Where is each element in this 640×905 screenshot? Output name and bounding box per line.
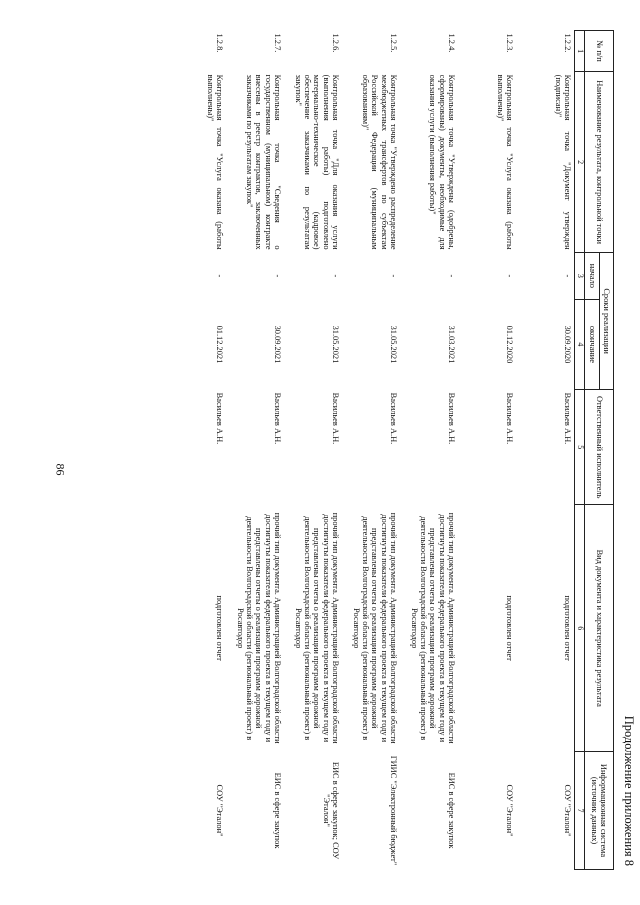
row-document: подготовлен отчет [215, 595, 225, 661]
row-responsible: Васильев А.Н. [331, 392, 341, 445]
row-name: Контрольная точка "Услуга оказана (работы выполнены)" [205, 74, 225, 250]
row-num: 1.2.4. [447, 33, 457, 53]
column-number: 7 [575, 752, 585, 870]
column-number: 6 [575, 505, 585, 752]
header-system: Информационная система (источник данных) [585, 752, 614, 870]
row-document: прочий тип документа. Администрацией Волгоградской области достигнуты показатели федерального проекта в текущем году и представлены отчеты о реализации программ дорожной деятельности Волгоградской области (региональный проект) в Росавтодор [409, 512, 457, 744]
header-terms: Сроки реализации [599, 253, 613, 390]
row-responsible: Васильев А.Н. [563, 392, 573, 445]
row-start: - [215, 274, 225, 278]
row-start: - [563, 274, 573, 278]
header-name: Наименование результата, контрольной точки [585, 72, 614, 253]
results-table [168, 30, 614, 870]
row-num: 1.2.2. [563, 33, 573, 53]
row-start: - [447, 274, 457, 278]
row-start: - [331, 274, 341, 278]
table-row [400, 31, 458, 870]
row-end: 31.05.2021 [331, 325, 341, 364]
row-responsible: Васильев А.Н. [447, 392, 457, 445]
row-num: 1.2.7. [273, 33, 283, 53]
rotated-page-content [112, 30, 636, 870]
row-num: 1.2.5. [389, 33, 399, 53]
column-number: 1 [575, 31, 585, 72]
row-name: Контрольная точка "Документ утвержден (подписан)" [553, 74, 573, 250]
row-responsible: Васильев А.Н. [215, 392, 225, 445]
row-start: - [389, 274, 399, 278]
row-responsible: Васильев А.Н. [273, 392, 283, 445]
table-row [168, 31, 226, 870]
column-number: 3 [575, 253, 585, 300]
row-end: 30.09.2020 [563, 325, 573, 364]
page-number: 86 [53, 463, 68, 476]
row-num: 1.2.6. [331, 33, 341, 53]
table-row [516, 31, 575, 870]
row-end: 31.03.2021 [447, 325, 457, 364]
table-row [226, 31, 284, 870]
row-name: Контрольная точка "Утверждены (одобрены, сформированы) документы, необходимые для оказания услуги (выполнения работы)" [428, 74, 457, 250]
row-num: 1.2.3. [505, 33, 515, 53]
table-row [458, 31, 516, 870]
row-responsible: Васильев А.Н. [389, 392, 399, 445]
row-system: СОУ "Эталон" [505, 784, 515, 837]
row-end: 30.09.2021 [273, 325, 283, 364]
table-row [284, 31, 342, 870]
appendix-label: Продолжение приложения 8 [622, 715, 636, 866]
row-start: - [505, 274, 515, 278]
row-system: ЕИС в сфере закупок; СОУ "Эталон" [321, 761, 341, 860]
column-number: 4 [575, 299, 585, 389]
row-end: 01.12.2020 [505, 325, 515, 364]
row-document: прочий тип документа. Администрацией Волгоградской области достигнуты показатели федерального проекта в текущем году и представлены отчеты о реализации программ дорожной деятельности Волгоградской области (региональный проект) в Росавтодор [235, 512, 283, 744]
row-system: СОУ "Эталон" [563, 784, 573, 837]
header-responsible: Ответственный исполнитель [585, 390, 614, 505]
row-document: подготовлен отчет [505, 595, 515, 661]
row-name: Контрольная точка "Услуга оказана (работы выполнены)" [495, 74, 515, 250]
row-num: 1.2.8. [215, 33, 225, 53]
header-num: № п/п [585, 31, 614, 72]
row-name: Контрольная точка "Сведения о государственном (муниципальном) контракте внесены в реестр контрактов, заключенных заказчиками по результатам закупок" [245, 74, 283, 250]
column-number: 2 [575, 72, 585, 253]
row-document: прочий тип документа. Администрацией Волгоградской области достигнуты показатели федерального проекта в текущем году и представлены отчеты о реализации программ дорожной деятельности Волгоградской области (региональный проект) в Росавтодор [351, 512, 399, 744]
column-number: 5 [575, 390, 585, 505]
header-end: окончание [585, 299, 599, 389]
row-start: - [273, 274, 283, 278]
row-system: СОУ "Эталон" [215, 784, 225, 837]
row-system: ЕИС в сфере закупок [273, 772, 283, 849]
row-document: подготовлен отчет [563, 595, 573, 661]
row-end: 01.12.2021 [215, 325, 225, 364]
row-end: 31.05.2021 [389, 325, 399, 364]
row-system: ЕИС в сфере закупок [447, 772, 457, 849]
table-row [342, 31, 400, 870]
row-name: Контрольная точка "Утверждено распределение межбюджетных трансфертов по субъектам Российской Федерации (муниципальным образованиям)" [361, 74, 399, 250]
row-system: ГИИС "Электронный бюджет" [389, 755, 399, 866]
header-start: начало [585, 253, 599, 300]
row-document: прочий тип документа. Администрацией Волгоградской области достигнуты показатели федерального проекта в текущем году и представлены отчеты о реализации программ дорожной деятельности Волгоградской области (региональный проект) в Росавтодор [293, 512, 341, 744]
row-responsible: Васильев А.Н. [505, 392, 515, 445]
row-name: Контрольная точка "Для оказания услуги (выполнения работы) подготовлено материально-техническое (кадровое) обеспечение заказчиками по результатам закупок" [293, 74, 341, 250]
header-document: Вид документа и характеристика результата [585, 505, 614, 752]
